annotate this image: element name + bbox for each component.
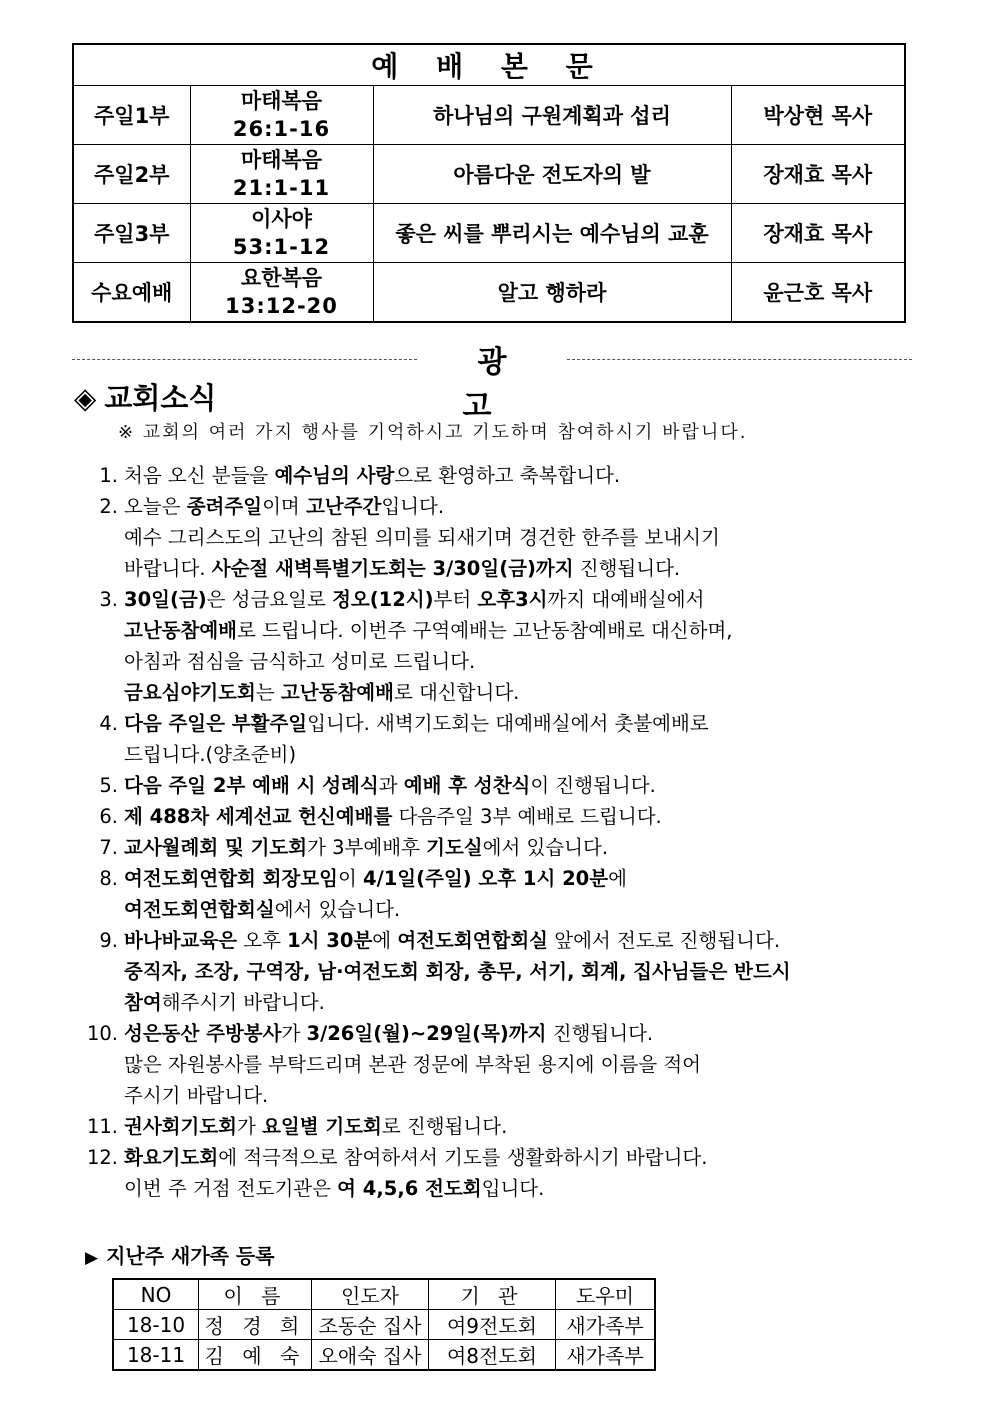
item-text: 처음 오신 분들을	[124, 464, 275, 487]
sermon-title: 알고 행하라	[373, 263, 731, 323]
news-list	[70, 460, 930, 1204]
item-text: 가	[281, 1022, 307, 1045]
list-item	[70, 925, 930, 1018]
scripture-ref	[190, 204, 373, 263]
list-item	[70, 491, 930, 584]
emphasis-text: 중직자, 조장, 구역장, 남·여전도회 회장, 총무, 서기, 회계, 집사님들은 반드시	[124, 960, 791, 983]
scripture-ref	[190, 86, 373, 145]
emphasis-text: 요일별 기도회	[262, 1115, 382, 1138]
emphasis-text: 교사월례회 및 기도회	[124, 836, 308, 859]
preacher: 박상현 목사	[731, 86, 905, 145]
item-line	[124, 1173, 930, 1204]
item-text: 부터	[433, 588, 478, 611]
item-text: 주시기 바랍니다.	[124, 1084, 269, 1107]
preacher: 윤근호 목사	[731, 263, 905, 323]
scripture-verse: 21:1-11	[232, 176, 331, 200]
item-text: 는	[255, 681, 281, 704]
item-text: 로 진행됩니다.	[381, 1115, 508, 1138]
item-number: 11.	[86, 1115, 118, 1138]
triangle-right-icon: ▶	[85, 1248, 99, 1268]
item-line	[124, 646, 930, 677]
service-table-title: 예 배 본 문	[73, 44, 905, 86]
item-body	[124, 491, 930, 584]
new-family-title: 지난주 새가족 등록	[106, 1244, 275, 1268]
item-text: 드립니다.(양초준비)	[124, 743, 297, 766]
item-body	[124, 770, 930, 801]
emphasis-text: 여 4,5,6 전도회	[337, 1177, 482, 1200]
emphasis-text: 기도실	[426, 836, 483, 859]
item-line	[124, 956, 930, 987]
item-line	[124, 925, 930, 956]
list-item	[70, 1018, 930, 1111]
table-cell: 18-11	[113, 1340, 199, 1371]
item-text: 해주시기 바랍니다.	[161, 991, 325, 1014]
emphasis-text: 사순절 새벽특별기도회는 3/30일(금)까지	[211, 557, 574, 580]
section-note: ※ 교회의 여러 가지 행사를 기억하시고 기도하며 참여하시기 바랍니다.	[118, 422, 748, 443]
emphasis-text: 성은동산 주방봉사	[124, 1022, 282, 1045]
item-line	[124, 770, 930, 801]
section-title: 교회소식	[104, 381, 217, 415]
emphasis-text: 고난동참예배	[280, 681, 394, 704]
scripture-verse: 13:12-20	[225, 294, 338, 318]
item-text: 까지 대예배실에서	[547, 588, 705, 611]
item-body	[124, 708, 930, 770]
item-number: 3.	[99, 588, 118, 611]
emphasis-text: 제 488차 세계선교 헌신예배를	[124, 805, 393, 828]
item-text: 가	[237, 1115, 263, 1138]
item-text: 과	[378, 774, 404, 797]
item-text: 입니다. 새벽기도회는 대예배실에서 촛불예배로	[307, 712, 709, 735]
item-number: 8.	[99, 867, 118, 890]
section-heading	[74, 376, 216, 417]
service-row	[73, 204, 905, 263]
emphasis-text: 정오(12시)	[332, 588, 434, 611]
item-line	[124, 491, 930, 522]
dashed-rule-right	[567, 359, 912, 360]
service-row	[73, 145, 905, 204]
announcement-title: 광 고	[462, 345, 537, 424]
item-text: 오늘은	[124, 495, 187, 518]
table-cell: 조동순 집사	[312, 1310, 429, 1340]
list-item	[70, 708, 930, 770]
item-text: 로 드립니다. 이번주 구역예배는 고난동참예배로 대신하며,	[237, 619, 733, 642]
preacher: 장재효 목사	[731, 204, 905, 263]
preacher: 장재효 목사	[731, 145, 905, 204]
item-line	[124, 1142, 930, 1173]
item-line	[124, 1018, 930, 1049]
new-family-table	[112, 1278, 656, 1371]
scripture-ref	[190, 145, 373, 204]
emphasis-text: 고난주간	[305, 495, 382, 518]
service-row	[73, 86, 905, 145]
item-text: 다음주일 3부 예배로 드립니다.	[392, 805, 662, 828]
diamond-icon: ◈	[74, 381, 97, 415]
emphasis-text: 다음 주일은	[124, 712, 232, 735]
emphasis-text: 1시 30분	[287, 929, 373, 952]
list-item	[70, 584, 930, 708]
item-text: 진행됩니다.	[546, 1022, 654, 1045]
item-number: 4.	[99, 712, 118, 735]
new-family-heading	[85, 1240, 275, 1269]
column-header: 인도자	[312, 1279, 429, 1310]
column-header: 도우미	[556, 1279, 656, 1310]
table-cell: 김 예 숙	[199, 1340, 312, 1371]
emphasis-text: 예수님의 사랑	[274, 464, 395, 487]
table-row	[113, 1340, 655, 1371]
table-cell: 정 경 희	[199, 1310, 312, 1340]
emphasis-text: 다음 주일 2부 예배 시 성례식	[124, 774, 379, 797]
item-text: 오후	[237, 929, 288, 952]
item-line	[124, 894, 930, 925]
item-line	[124, 522, 930, 553]
item-text: 바랍니다.	[124, 557, 212, 580]
item-line	[124, 615, 930, 646]
item-line	[124, 584, 930, 615]
item-text: 예수 그리스도의 고난의 참된 의미를 되새기며 경건한 한주를 보내시기	[124, 526, 720, 549]
list-item	[70, 832, 930, 863]
item-number: 1.	[99, 464, 118, 487]
list-item	[70, 1142, 930, 1204]
emphasis-text: 권사회기도회	[124, 1115, 238, 1138]
list-item	[70, 460, 930, 491]
item-body	[124, 584, 930, 708]
item-text: 이	[338, 867, 364, 890]
item-line	[124, 801, 930, 832]
item-text: 이번 주 거점 전도기관은	[124, 1177, 338, 1200]
list-item	[70, 770, 930, 801]
item-number: 7.	[99, 836, 118, 859]
item-text: 앞에서 전도로 진행됩니다.	[548, 929, 781, 952]
item-body	[124, 925, 930, 1018]
emphasis-text: 4/1일(주일) 오후 1시 20분	[363, 867, 609, 890]
item-number: 5.	[99, 774, 118, 797]
item-line	[124, 708, 930, 739]
scripture-verse: 53:1-12	[232, 235, 331, 259]
emphasis-text: 오후3시	[477, 588, 548, 611]
scripture-book: 요한복음	[240, 266, 323, 290]
service-name: 수요예배	[73, 263, 190, 323]
item-number: 9.	[99, 929, 118, 952]
item-text: 입니다.	[481, 1177, 545, 1200]
list-item	[70, 801, 930, 832]
scripture-verse: 26:1-16	[232, 117, 331, 141]
item-line	[124, 1049, 930, 1080]
item-text: 에 적극적으로 참여하셔서 기도를 생활화하시기 바랍니다.	[218, 1146, 708, 1169]
sermon-title: 아름다운 전도자의 발	[373, 145, 731, 204]
item-number: 2.	[99, 495, 118, 518]
item-text: 많은 자원봉사를 부탁드리며 본관 정문에 부착된 용지에 이름을 적어	[124, 1053, 702, 1076]
emphasis-text: 여전도회연합회 회장모임	[124, 867, 338, 890]
item-body	[124, 1142, 930, 1204]
emphasis-text: 3/26일(월)~29일(목)까지	[306, 1022, 547, 1045]
table-cell: 오애숙 집사	[312, 1340, 429, 1371]
column-header: 기 관	[429, 1279, 556, 1310]
service-table	[72, 43, 906, 323]
list-item	[70, 1111, 930, 1142]
item-body	[124, 1018, 930, 1111]
service-name: 주일2부	[73, 145, 190, 204]
item-body	[124, 1111, 930, 1142]
item-line	[124, 1111, 930, 1142]
table-cell: 여9전도회	[429, 1310, 556, 1340]
item-text: 아침과 점심을 금식하고 성미로 드립니다.	[124, 650, 476, 673]
item-line	[124, 739, 930, 770]
dashed-rule-left	[72, 359, 417, 360]
item-text: 에	[372, 929, 398, 952]
scripture-book: 마태복음	[240, 148, 323, 172]
sermon-title: 좋은 씨를 뿌리시는 예수님의 교훈	[373, 204, 731, 263]
emphasis-text: 종려주일	[186, 495, 263, 518]
service-name: 주일3부	[73, 204, 190, 263]
table-cell: 새가족부	[556, 1310, 656, 1340]
table-cell: 새가족부	[556, 1340, 656, 1371]
emphasis-text: 고난동참예배	[124, 619, 238, 642]
scripture-book: 이사야	[251, 207, 312, 231]
item-body	[124, 863, 930, 925]
item-text: 에	[608, 867, 627, 890]
table-header-row	[113, 1279, 655, 1310]
item-number: 6.	[99, 805, 118, 828]
item-line	[124, 553, 930, 584]
table-cell: 18-10	[113, 1310, 199, 1340]
item-text: 이 진행됩니다.	[530, 774, 656, 797]
scripture-ref	[190, 263, 373, 323]
item-text: 입니다.	[381, 495, 445, 518]
emphasis-text: 참여	[124, 991, 162, 1014]
item-number: 12.	[86, 1146, 118, 1169]
item-body	[124, 801, 930, 832]
table-row	[113, 1310, 655, 1340]
sermon-title: 하나님의 구원계획과 섭리	[373, 86, 731, 145]
item-text: 이며	[262, 495, 306, 518]
service-row	[73, 263, 905, 323]
item-line	[124, 460, 930, 491]
item-body	[124, 460, 930, 491]
column-header: 이 름	[199, 1279, 312, 1310]
item-text: 로 대신합니다.	[393, 681, 520, 704]
emphasis-text: 바나바교육은	[124, 929, 238, 952]
item-line	[124, 677, 930, 708]
column-header: NO	[113, 1279, 199, 1310]
item-text: 은 성금요일로	[206, 588, 333, 611]
service-name: 주일1부	[73, 86, 190, 145]
table-cell: 여8전도회	[429, 1340, 556, 1371]
scripture-book: 마태복음	[240, 89, 323, 113]
item-text: 에서 있습니다.	[274, 898, 401, 921]
item-text: 에서 있습니다.	[482, 836, 609, 859]
emphasis-text: 여전도회연합회실	[124, 898, 275, 921]
emphasis-text: 금요심야기도회	[124, 681, 256, 704]
item-body	[124, 832, 930, 863]
item-number: 10.	[86, 1022, 118, 1045]
emphasis-text: 예배 후 성찬식	[403, 774, 531, 797]
emphasis-text: 부활주일	[231, 712, 308, 735]
item-text: 가 3부예배후	[307, 836, 427, 859]
item-line	[124, 987, 930, 1018]
emphasis-text: 30일(금)	[124, 588, 207, 611]
item-text: 진행됩니다.	[573, 557, 681, 580]
list-item	[70, 863, 930, 925]
item-line	[124, 863, 930, 894]
item-line	[124, 832, 930, 863]
item-text: 으로 환영하고 축복합니다.	[394, 464, 621, 487]
emphasis-text: 여전도회연합회실	[397, 929, 549, 952]
item-line	[124, 1080, 930, 1111]
emphasis-text: 화요기도회	[124, 1146, 219, 1169]
